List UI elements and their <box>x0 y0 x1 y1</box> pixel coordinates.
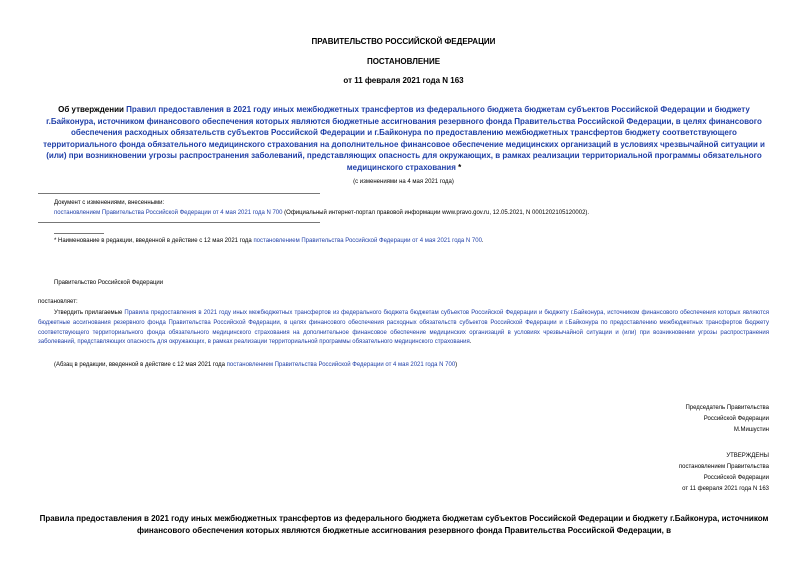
signature-block <box>685 403 769 436</box>
doc-changes-label: Документ с изменениями, внесенными: <box>54 200 165 206</box>
document-type-heading: ПОСТАНОВЛЕНИЕ <box>366 57 441 66</box>
doc-changes-block <box>54 198 774 218</box>
document-date-number: от 11 февраля 2021 года N 163 <box>343 76 464 85</box>
signature-org: Российской Федерации <box>703 416 769 422</box>
approved-line-2: постановлением Правительства <box>678 464 769 470</box>
doc-changes-line <box>54 208 774 218</box>
footnote-decree-link[interactable]: постановлением Правительства Российской Федерации от 4 мая 2021 года N 700 <box>253 238 482 244</box>
abzac-decree-link[interactable]: постановлением Правительства Российской Федерации от 4 мая 2021 года N 700 <box>226 362 456 368</box>
rules-title: Правила предоставления в 2021 году иных межбюджетных трансфертов из федерального бюджета бюджетам субъектов Российской Федерации и бюджету г.Байконура, источником финансового обеспечения которых являются бюджетные ассигнования резервного фонда Правительства Российской Федерации, в <box>39 514 769 535</box>
separator-line <box>38 222 320 223</box>
government-label: Правительство Российской Федерации <box>54 280 164 286</box>
government-heading: ПРАВИТЕЛЬСТВО РОССИЙСКОЙ ФЕДЕРАЦИИ <box>311 37 496 46</box>
headline-prefix: Об утверждении <box>58 105 127 114</box>
separator-line <box>38 193 320 194</box>
headline-rules-link[interactable]: Правил предоставления в 2021 году иных межбюджетных трансфертов из федерального бюджета бюджетам субъектов Российской Федерации и бюджету г.Байконура, источником финансового обеспечения которых являются бюджетные ассигнования резервного фонда Правительства Российской Федерации, в целях финансового обеспечения расходных обязательств субъектов Российской Федерации и г.Байконура по предоставлению межбюджетных трансфертов бюджету соответствующего территориального фонда обязательного медицинского страхования на дополнительное финансовое обеспечение медицинских организаций в условиях чрезвычайной ситуации и (или) при возникновении угрозы распространения заболеваний, представляющих опасность для окружающих, в рамках реализации территориальной программы обязательного медицинского страхования <box>43 105 765 172</box>
abzac-note <box>54 362 457 368</box>
approve-paragraph <box>38 309 769 348</box>
footnote-text: * Наименование в редакции, введенной в действие с 12 мая 2021 года <box>54 238 254 244</box>
changes-note: (с изменениями на 4 мая 2021 года) <box>353 179 454 185</box>
approve-suffix: . <box>469 339 472 346</box>
abzac-prefix: (Абзац в редакции, введенной в действие с 12 мая 2021 года <box>54 362 227 368</box>
decrees-label: постановляет: <box>38 299 78 305</box>
signature-title: Председатель Правительства <box>685 405 769 411</box>
approved-line-3: Российской Федерации <box>703 475 769 481</box>
abzac-suffix: ) <box>455 362 458 368</box>
approve-rules-link[interactable]: Правила предоставления в 2021 году иных межбюджетных трансфертов из федерального бюджета бюджетам субъектов Российской Федерации и бюджету г.Байконура, источником финансового обеспечения которых являются бюджетные ассигнования резервного фонда Правительства Российской Федерации, в целях финансового обеспечения расходных обязательств субъектов Российской Федерации и г.Байконура по предоставлению межбюджетных трансфертов бюджету соответствующего территориального фонда обязательного медицинского страхования на дополнительное финансовое обеспечение медицинских организаций в условиях чрезвычайной ситуации и (или) при возникновении угрозы распространения заболеваний, представляющих опасность для окружающих, в рамках реализации территориальной программы обязательного медицинского страхования <box>38 310 769 346</box>
headline-asterisk: * <box>455 162 462 172</box>
document-headline <box>36 104 772 174</box>
footnote-separator <box>54 233 104 234</box>
decree-700-link[interactable]: постановлением Правительства Российской Федерации от 4 мая 2021 года N 700 <box>54 210 283 216</box>
approved-line-4: от 11 февраля 2021 года N 163 <box>682 486 769 492</box>
approve-prefix: Утвердить прилагаемые <box>54 310 125 316</box>
doc-changes-source: (Официальный интернет-портал правовой информации www.pravo.gov.ru, 12.05.2021, N 0001202105120002). <box>282 210 590 216</box>
footnote-end: . <box>481 238 484 244</box>
approved-block <box>679 451 769 495</box>
footnote <box>54 238 774 244</box>
signature-name: М.Мишустин <box>733 427 769 433</box>
approved-heading: УТВЕРЖДЕНЫ <box>726 453 769 459</box>
